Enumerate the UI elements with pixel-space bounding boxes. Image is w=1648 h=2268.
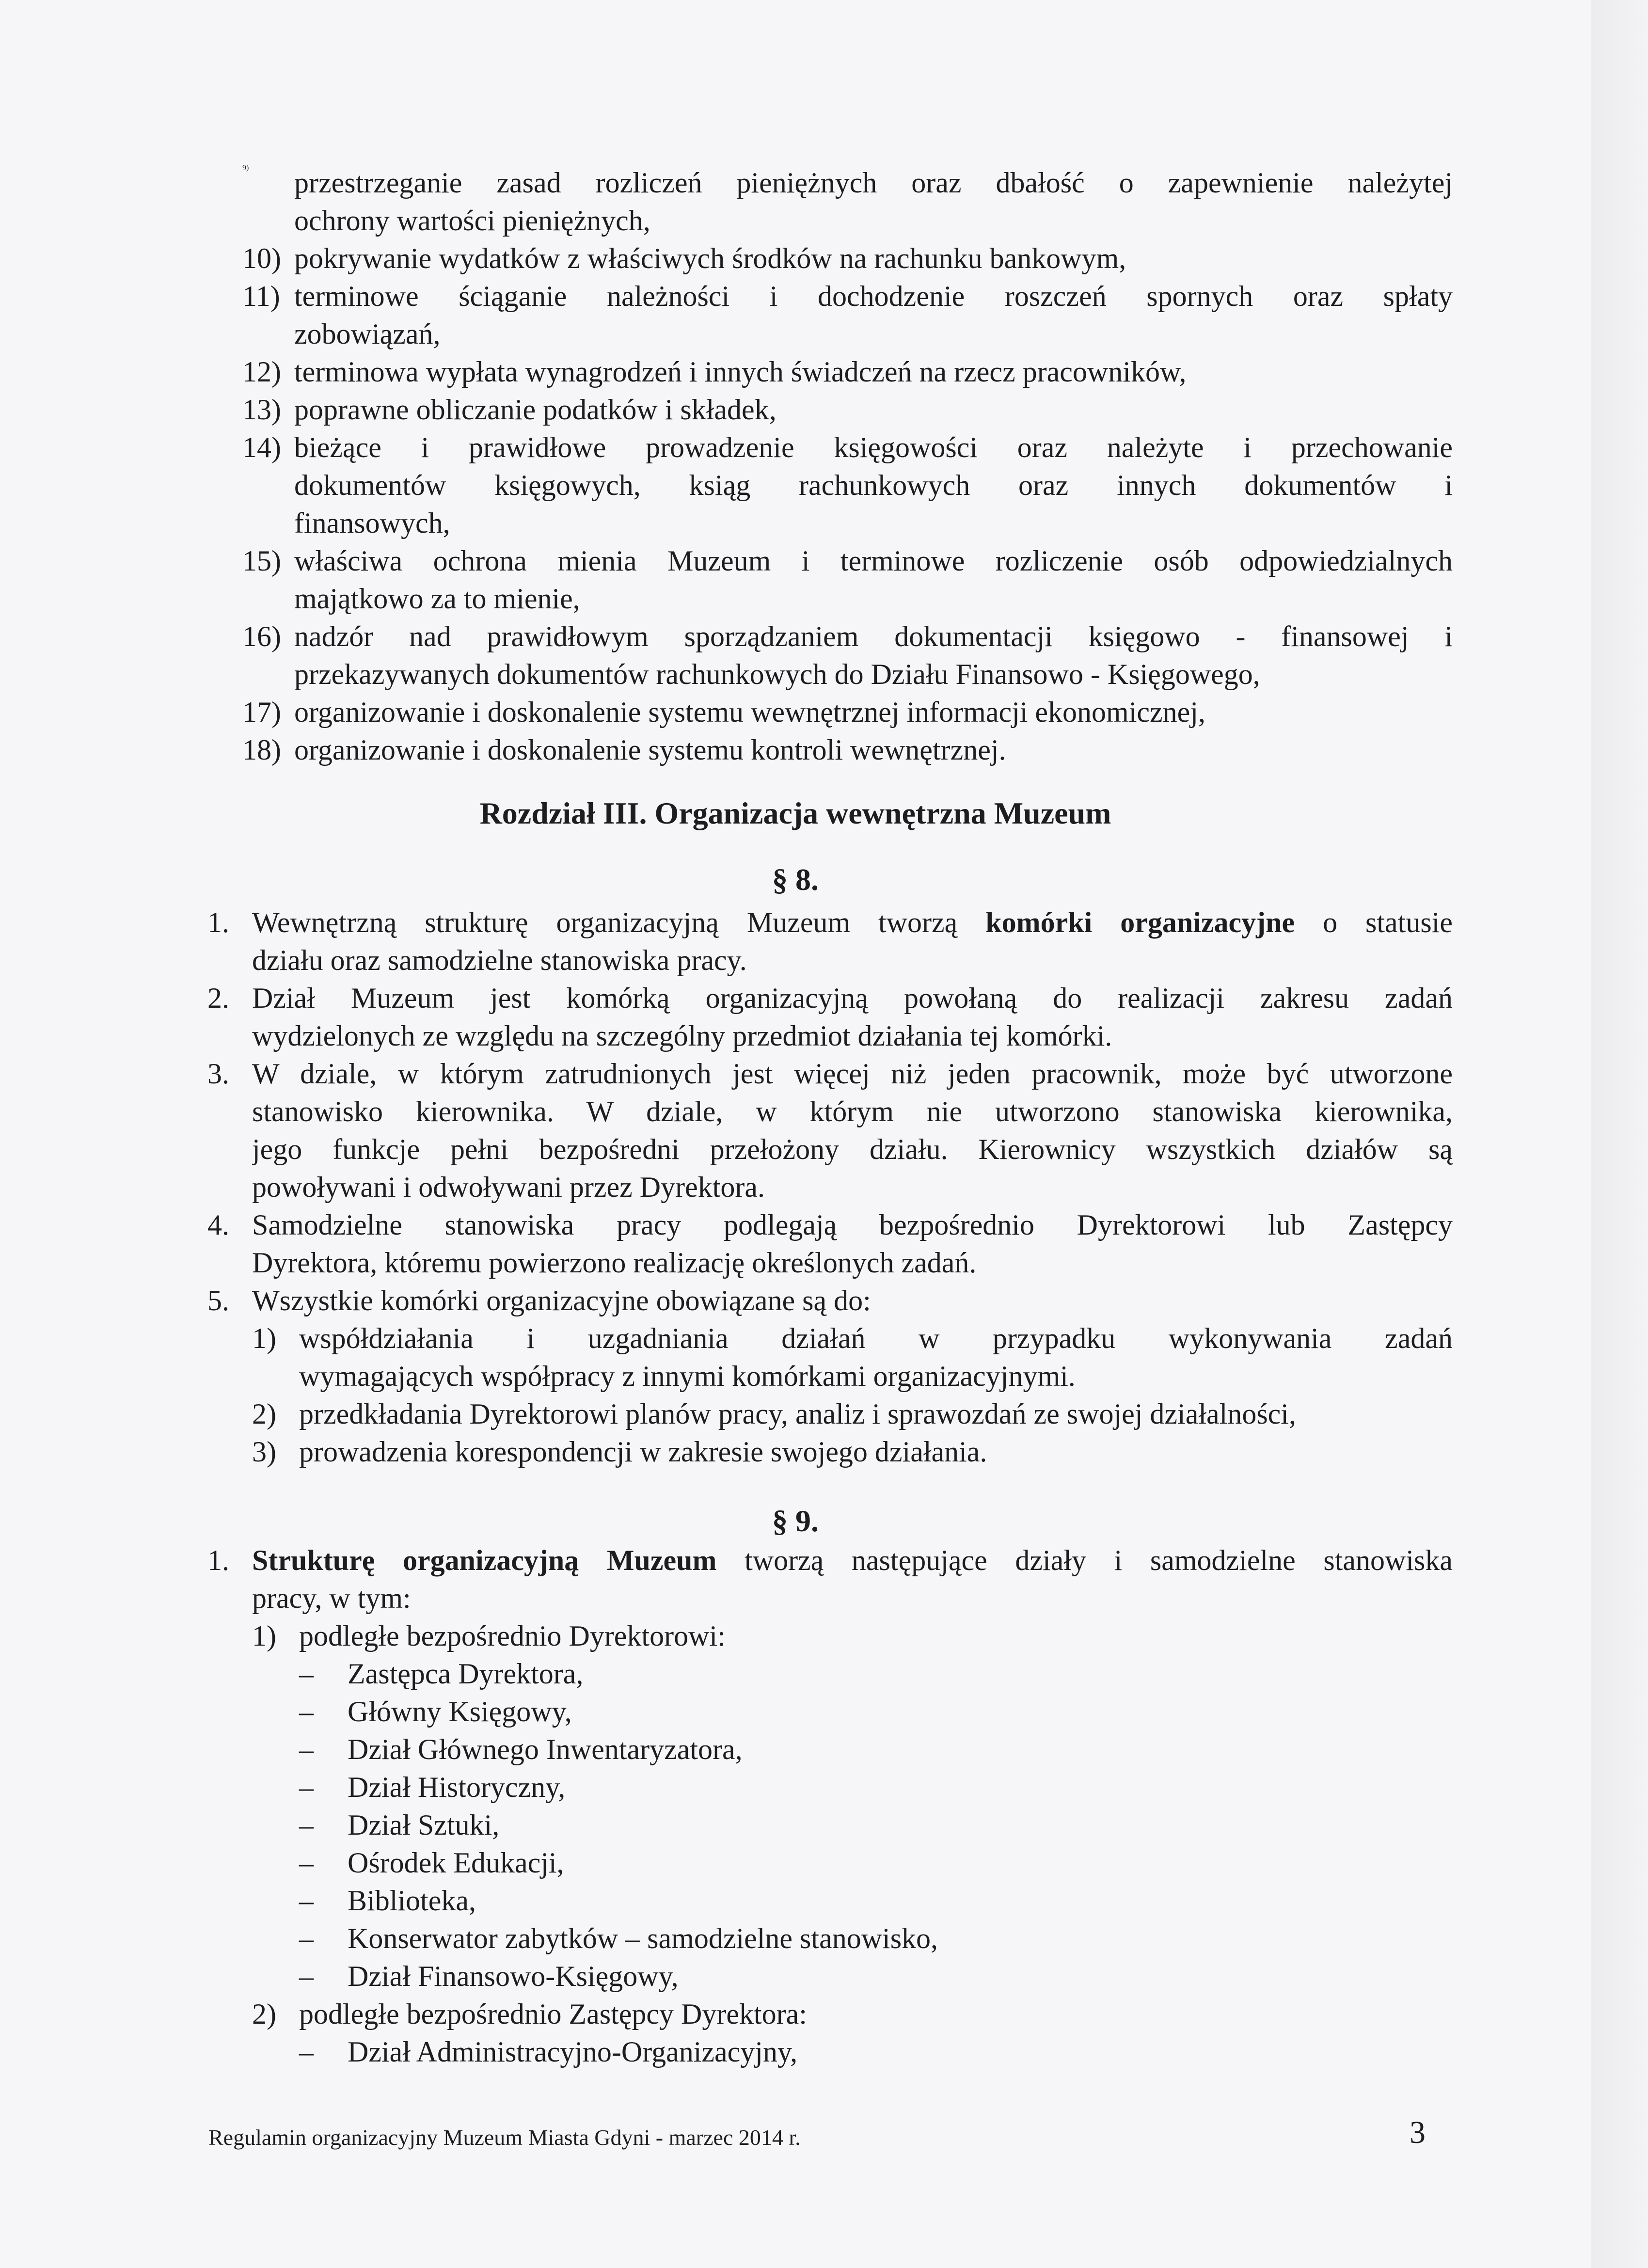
list-item: Ośrodek Edukacji, <box>348 1847 564 1879</box>
list-item-line: organizowanie i doskonalenie systemu wewnętrznej informacji ekonomicznej, <box>294 696 1205 728</box>
dash-bullet: – <box>299 1696 314 1728</box>
list-item-line: organizowanie i doskonalenie systemu kontroli wewnętrznej. <box>294 734 1006 766</box>
list-number: 9) <box>242 164 249 172</box>
section-9-paragraph-1: Strukturę organizacyjną Muzeum tworzą następujące działy i samodzielne stanowiska <box>252 1544 1453 1576</box>
group-label: podległe bezpośrednio Zastępcy Dyrektora: <box>299 1998 807 2030</box>
paragraph-line: przedkładania Dyrektorowi planów pracy, analiz i sprawozdań ze swojej działalności, <box>299 1398 1296 1430</box>
page-footer: Regulamin organizacyjny Muzeum Miasta Gdyni - marzec 2014 r. <box>208 2125 801 2150</box>
list-item-line: pokrywanie wydatków z właściwych środków na rachunku bankowym, <box>294 242 1126 274</box>
list-number: 10) <box>242 242 281 274</box>
page-number: 3 <box>1410 2115 1426 2150</box>
list-item-line: nadzór nad prawidłowym sporządzaniem dokumentacji księgowo - finansowej i <box>294 620 1453 652</box>
list-item-line: terminowe ściąganie należności i dochodzenie roszczeń spornych oraz spłaty <box>294 280 1453 312</box>
group-label: podległe bezpośrednio Dyrektorowi: <box>299 1620 726 1652</box>
list-number: 4. <box>207 1209 229 1241</box>
list-item: Biblioteka, <box>348 1885 476 1917</box>
list-item-line: przekazywanych dokumentów rachunkowych do Działu Finansowo - Księgowego, <box>294 658 1260 690</box>
list-number: 17) <box>242 696 281 728</box>
list-item: Dział Historyczny, <box>348 1771 566 1803</box>
list-item-line: ochrony wartości pieniężnych, <box>294 205 650 237</box>
list-item: Główny Księgowy, <box>348 1696 572 1728</box>
list-number: 16) <box>242 620 281 652</box>
list-number: 12) <box>242 356 281 388</box>
list-number: 3. <box>207 1058 229 1090</box>
list-number: 11) <box>242 280 280 312</box>
list-item: Zastępca Dyrektora, <box>348 1658 584 1690</box>
list-item-line: zobowiązań, <box>294 318 441 350</box>
paragraph-line: stanowisko kierownika. W dziale, w którym nie utworzono stanowiska kierownika, <box>252 1095 1453 1127</box>
list-number: 3) <box>252 1436 276 1468</box>
list-number: 18) <box>242 734 281 766</box>
section-9-title: § 9. <box>772 1504 819 1538</box>
section-8-title: § 8. <box>772 862 819 897</box>
paragraph-line: powoływani i odwoływani przez Dyrektora. <box>252 1171 765 1203</box>
dash-bullet: – <box>299 1960 314 1992</box>
paragraph-line: wymagających współpracy z innymi komórkami organizacyjnymi. <box>299 1360 1076 1392</box>
dash-bullet: – <box>299 1733 314 1765</box>
paragraph-line: działu oraz samodzielne stanowiska pracy. <box>252 944 747 976</box>
paragraph-line: Dyrektora, któremu powierzono realizację określonych zadań. <box>252 1247 977 1279</box>
list-item: Dział Głównego Inwentaryzatora, <box>348 1733 743 1765</box>
list-number: 5. <box>207 1285 229 1316</box>
list-number: 13) <box>242 394 281 426</box>
dash-bullet: – <box>299 1847 314 1879</box>
list-item-line: finansowych, <box>294 507 450 539</box>
chapter-title: Rozdział III. Organizacja wewnętrzna Muzeum <box>479 796 1111 830</box>
dash-bullet: – <box>299 1885 314 1917</box>
paragraph-line: jego funkcje pełni bezpośredni przełożony działu. Kierownicy wszystkich działów są <box>252 1133 1453 1165</box>
list-item-line: przestrzeganie zasad rozliczeń pieniężnych oraz dbałość o zapewnienie należytej <box>294 167 1453 199</box>
paragraph-line: pracy, w tym: <box>252 1582 411 1614</box>
list-item-line: bieżące i prawidłowe prowadzenie księgowości oraz należyte i przechowanie <box>294 431 1453 463</box>
paragraph-line: Samodzielne stanowiska pracy podlegają bezpośrednio Dyrektorowi lub Zastępcy <box>252 1209 1453 1241</box>
list-item: Konserwator zabytków – samodzielne stanowisko, <box>348 1922 938 1954</box>
list-number: 1) <box>252 1620 276 1652</box>
list-number: 1. <box>207 1544 229 1576</box>
dash-bullet: – <box>299 1809 314 1841</box>
list-item-line: terminowa wypłata wynagrodzeń i innych świadczeń na rzecz pracowników, <box>294 356 1187 388</box>
paragraph-line: wydzielonych ze względu na szczególny przedmiot działania tej komórki. <box>252 1020 1112 1052</box>
scan-edge <box>1591 0 1648 2268</box>
list-number: 14) <box>242 431 281 463</box>
list-number: 2) <box>252 1398 276 1430</box>
paragraph-line: Wszystkie komórki organizacyjne obowiązane są do: <box>252 1285 871 1316</box>
list-number: 1) <box>252 1322 276 1354</box>
paragraph-line: współdziałania i uzgadniania działań w przypadku wykonywania zadań <box>299 1322 1453 1354</box>
list-item: Dział Sztuki, <box>348 1809 500 1841</box>
bold-term: komórki organizacyjne <box>985 906 1295 938</box>
paragraph-line: Dział Muzeum jest komórką organizacyjną powołaną do realizacji zakresu zadań <box>252 982 1453 1014</box>
section-8-paragraph-1: Wewnętrzną strukturę organizacyjną Muzeum tworzą komórki organizacyjne o statusie <box>252 906 1453 938</box>
list-item: Dział Finansowo-Księgowy, <box>348 1960 679 1992</box>
dash-bullet: – <box>299 1771 314 1803</box>
list-number: 2. <box>207 982 229 1014</box>
dash-bullet: – <box>299 2036 314 2068</box>
list-item-line: dokumentów księgowych, ksiąg rachunkowych oraz innych dokumentów i <box>294 469 1453 501</box>
paragraph-line: prowadzenia korespondencji w zakresie swojego działania. <box>299 1436 987 1468</box>
dash-bullet: – <box>299 1922 314 1954</box>
list-number: 15) <box>242 545 281 577</box>
paragraph-line: W dziale, w którym zatrudnionych jest więcej niż jeden pracownik, może być utworzone <box>252 1058 1453 1090</box>
list-number: 1. <box>207 906 229 938</box>
dash-bullet: – <box>299 1658 314 1690</box>
bold-term: Strukturę organizacyjną Muzeum <box>252 1544 717 1576</box>
list-item-line: poprawne obliczanie podatków i składek, <box>294 394 776 426</box>
list-item: Dział Administracyjno-Organizacyjny, <box>348 2036 798 2068</box>
list-number: 2) <box>252 1998 276 2030</box>
list-item-line: właściwa ochrona mienia Muzeum i terminowe rozliczenie osób odpowiedzialnych <box>294 545 1453 577</box>
list-item-line: majątkowo za to mienie, <box>294 583 580 615</box>
